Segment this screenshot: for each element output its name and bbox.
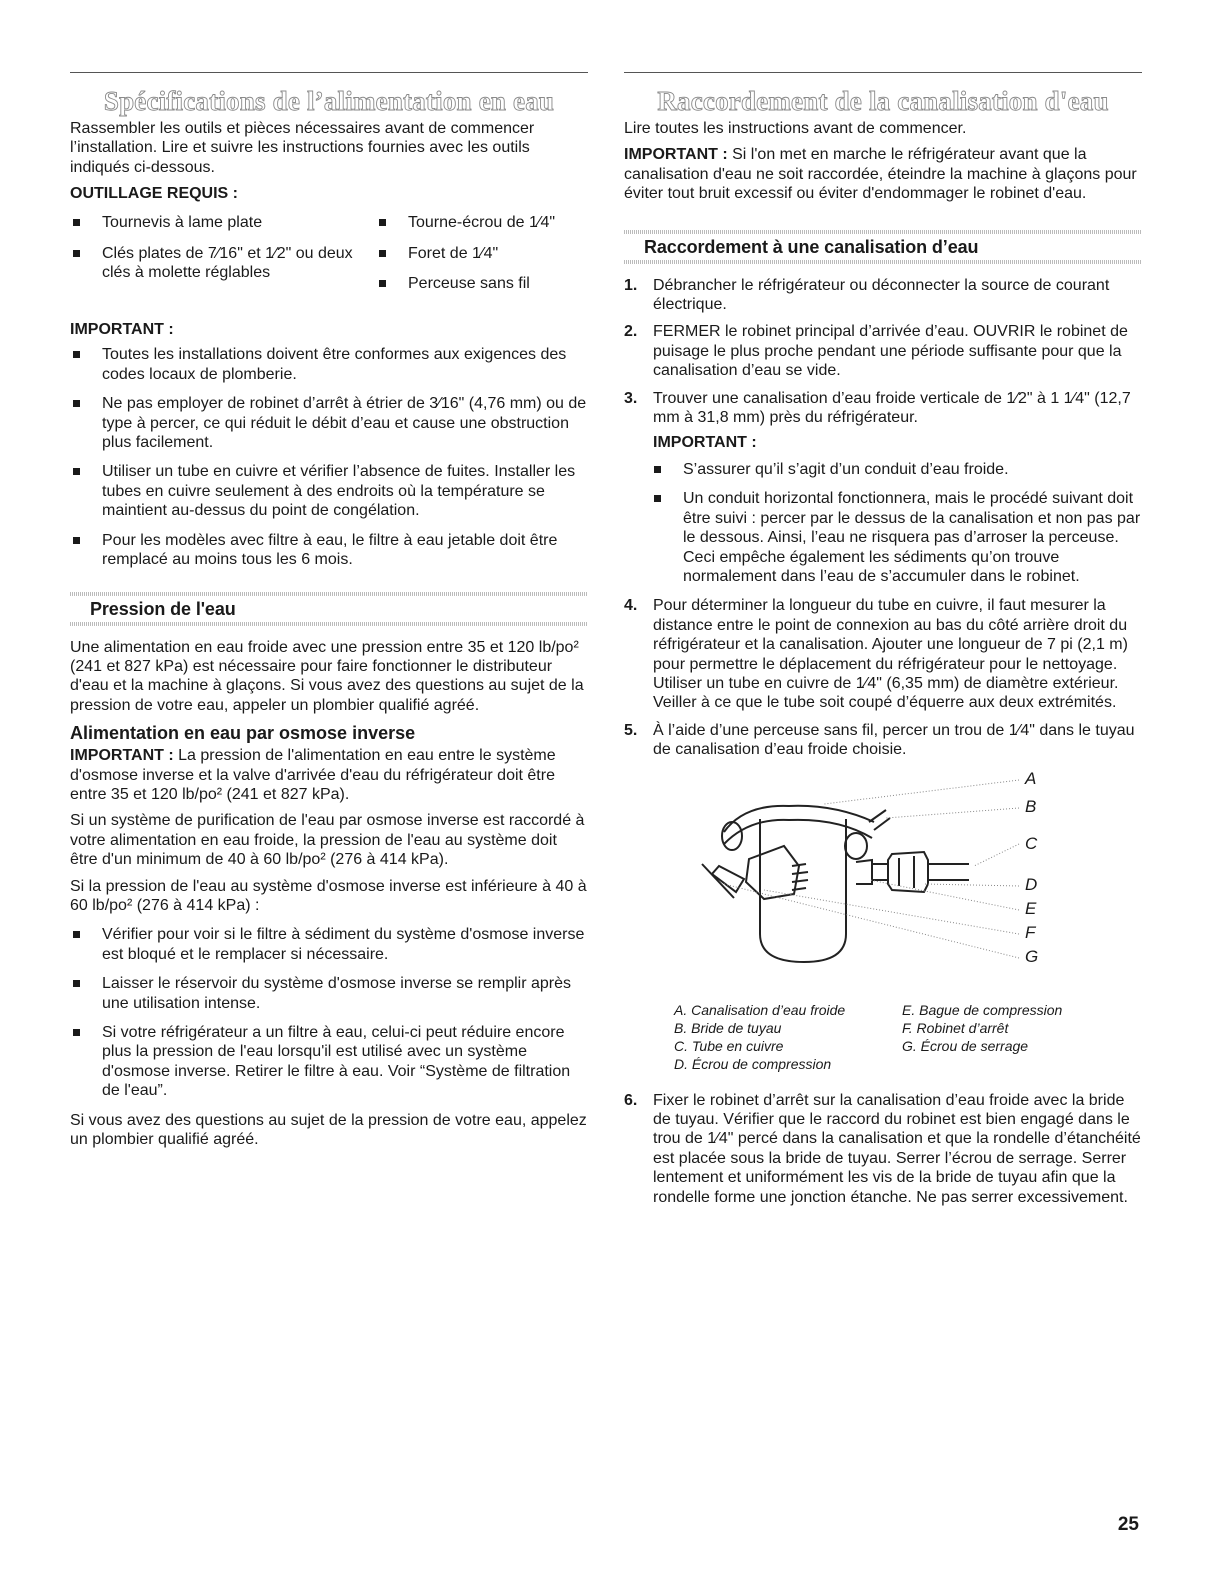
important-item: Pour les modèles avec filtre à eau, le filtre à eau jetable doit être remplacé au moins tous les 6 mois. <box>70 531 588 570</box>
section-title-water-supply: Spécifications de l’alimentation en eau <box>103 86 555 116</box>
shutoff-valve-illustration <box>624 774 1142 999</box>
legend-item: G. Écrou de serrage <box>902 1037 1029 1054</box>
figure-label-g: G <box>1025 946 1039 966</box>
figure-label-d: D <box>1025 874 1038 894</box>
step-item: 4. Pour déterminer la longueur du tube en cuivre, il faut mesurer la distance entre le point de connexion au bas du côté arrière droit du réfrigérateur et la canalisation. Ajouter une longueur de 7 pi (2,1 m) pour permettre le déplacement du réfrigérateur pour le nettoyage. Utiliser un tube en cuivre de 1⁄4" (6,35 mm) de diamètre extérieur. Veiller à ce que le tube soit coupé d’équerre aux deux extrémités. <box>624 597 1128 712</box>
step-item: 1. Débrancher le réfrigérateur ou déconnecter la source de courant électrique. <box>624 276 1110 314</box>
tool-item: Tourne-écrou de 1⁄4" <box>376 213 588 232</box>
intro-paragraph: Lire toutes les instructions avant de commencer. <box>624 120 967 137</box>
important-item: Toutes les installations doivent être conformes aux exigences des codes locaux de plomberie. <box>70 345 588 384</box>
figure-label-c: C <box>1025 833 1038 853</box>
top-rule <box>70 72 588 73</box>
step-item: 2. FERMER le robinet principal d’arrivée d’eau. OUVRIR le robinet de puisage le plus proche pendant une période suffisante pour que la canalisation d’eau se vide. <box>624 323 1128 380</box>
connection-heading: Raccordement à une canalisation d’eau <box>624 230 1142 264</box>
pressure-heading: Pression de l'eau <box>70 592 588 626</box>
shutoff-valve-figure <box>624 768 1142 999</box>
steps-list-continued <box>624 1091 1142 1207</box>
figure-legend <box>624 1001 1142 1073</box>
section-title-water-line: Raccordement de la canalisation d'eau <box>657 86 1109 116</box>
important-list <box>70 345 588 569</box>
ro-important-paragraph: IMPORTANT : La pression de l'alimentation en eau entre le système d'osmose inverse et la valve d'arrivée d'eau du réfrigérateur doit être entre 35 et 120 lb/po² (241 et 827 kPa). <box>70 747 556 803</box>
legend-item: D. Écrou de compression <box>674 1055 832 1072</box>
legend-column-1 <box>674 1001 902 1073</box>
pressure-paragraph: Une alimentation en eau froide avec une pression entre 35 et 120 lb/po² (241 et 827 kPa) est nécessaire pour faire fonctionner le distributeur d'eau et la machine à glaçons. Si vous avez des questions au sujet de la pression de votre eau, appeler un plombier qualifié agréé. <box>70 638 584 714</box>
ro-paragraph-2: Si un système de purification de l'eau par osmose inverse est raccordé à votre alimentation en eau froide, la pression de l'eau au système doit être d'un minimum de 40 à 60 lb/po² (276 à 414 kPa). <box>70 812 585 869</box>
ro-list <box>70 925 588 1100</box>
top-rule <box>624 72 1142 73</box>
important-paragraph: IMPORTANT : Si l'on met en marche le réfrigérateur avant que la canalisation d'eau ne soit raccordée, éteindre la machine à glaçons pour éviter tout bruit excessif ou éviter d'endommager le robinet d'eau. <box>624 146 1137 203</box>
step-item: 3. Trouver une canalisation d’eau froide verticale de 1⁄2" à 1 1⁄4" (12,7 mm à 31,8 mm) près du réfrigérateur. IMPORTANT : S’assurer qu’il s’agit d’un conduit d’eau froide. Un conduit horizontal fonctionnera, mais le procédé suivant doit être suivi : percer par le dessus de la canalisation et non pas par le dessous. Ainsi, l’eau ne risquera pas d’arroser la perceuse. Ceci empêche également les sédiments qu’on trouve normalement dans l’eau de s’accumuler dans le robinet. <box>624 389 1141 585</box>
tools-heading: OUTILLAGE REQUIS : <box>70 185 238 203</box>
legend-item: F. Robinet d’arrêt <box>902 1019 1009 1036</box>
step-item: 6. Fixer le robinet d’arrêt sur la canalisation d’eau froide avec la bride de tuyau. Vérifier que le raccord du robinet est bien engagé dans le trou de 1⁄4" percé dans la canalisation et que la rondelle d’étanchéité est placée sous la bride de tuyau. Serrer l’écrou de serrage. Serrer lentement et uniformément les vis de la bride de tuyau afin que la rondelle forme une jonction étanche. Ne pas serrer excessivement. <box>624 1091 1141 1206</box>
legend-column-2 <box>902 1001 1062 1073</box>
tools-list <box>70 213 588 308</box>
important-heading: IMPORTANT : <box>70 321 174 339</box>
step3-list <box>651 460 1142 586</box>
tool-item: Tournevis à lame plate <box>70 213 376 232</box>
ro-item: Laisser le réservoir du système d'osmose inverse se remplir après une utilisation intense. <box>70 974 588 1013</box>
step3-item: Un conduit horizontal fonctionnera, mais le procédé suivant doit être suivi : percer par le dessus de la canalisation et non pas par le dessous. Ainsi, l’eau ne risquera pas d’arroser la perceuse. Ceci empêche également les sédiments qu’on trouve normalement dans l’eau de s’accumuler dans le robinet. <box>651 489 1142 586</box>
legend-item: E. Bague de compression <box>902 1001 1063 1018</box>
figure-label-e: E <box>1025 898 1037 918</box>
closing-paragraph: Si vous avez des questions au sujet de la pression de votre eau, appelez un plombier qualifié agréé. <box>70 1111 587 1149</box>
ro-item: Si votre réfrigérateur a un filtre à eau, celui-ci peut réduire encore plus la pression de l'eau lorsqu'il est utilisé avec un système d'osmose inverse. Retirer le filtre à eau. Voir “Système de filtration de l'eau”. <box>70 1023 588 1101</box>
tool-item: Foret de 1⁄4" <box>376 244 588 263</box>
legend-item: B. Bride de tuyau <box>674 1019 782 1036</box>
legend-item: A. Canalisation d’eau froide <box>674 1001 846 1018</box>
ro-item: Vérifier pour voir si le filtre à sédiment du système d'osmose inverse est bloqué et le remplacer si nécessaire. <box>70 925 588 964</box>
tools-column-1 <box>70 213 376 304</box>
tool-item: Clés plates de 7⁄16" et 1⁄2" ou deux clés à molette réglables <box>70 244 376 283</box>
step3-item: S’assurer qu’il s’agit d’un conduit d’eau froide. <box>651 460 1142 479</box>
figure-label-a: A <box>1025 768 1037 788</box>
important-item: Ne pas employer de robinet d’arrêt à étrier de 3⁄16" (4,76 mm) ou de type à percer, ce qui réduit le débit d’eau et cause une obstruction plus facilement. <box>70 394 588 452</box>
tool-item: Perceuse sans fil <box>376 274 588 293</box>
tools-column-2 <box>376 213 588 304</box>
steps-list <box>624 276 1142 760</box>
page-number: 25 <box>1117 1514 1139 1535</box>
figure-label-f: F <box>1025 922 1036 942</box>
figure-label-b: B <box>1025 796 1037 816</box>
left-column <box>70 72 588 1156</box>
right-column <box>624 72 1142 1215</box>
step3-important-heading: IMPORTANT : <box>653 434 757 452</box>
intro-paragraph: Rassembler les outils et pièces nécessaires avant de commencer l’installation. Lire et suivre les instructions fournies avec les outils indiqués ci-dessous. <box>70 120 535 176</box>
important-item: Utiliser un tube en cuivre et vérifier l’absence de fuites. Installer les tubes en cuivre seulement à des endroits où la température se maintient au-dessus du point de congélation. <box>70 462 588 520</box>
step-item: 5. À l’aide d’une perceuse sans fil, percer un trou de 1⁄4" dans le tuyau de canalisation d’eau froide choisie. <box>624 721 1135 759</box>
legend-item: C. Tube en cuivre <box>674 1037 784 1054</box>
ro-paragraph-3: Si la pression de l'eau au système d'osmose inverse est inférieure à 40 à 60 lb/po² (276 à 414 kPa) : <box>70 877 587 914</box>
reverse-osmosis-heading: Alimentation en eau par osmose inverse <box>70 723 416 744</box>
